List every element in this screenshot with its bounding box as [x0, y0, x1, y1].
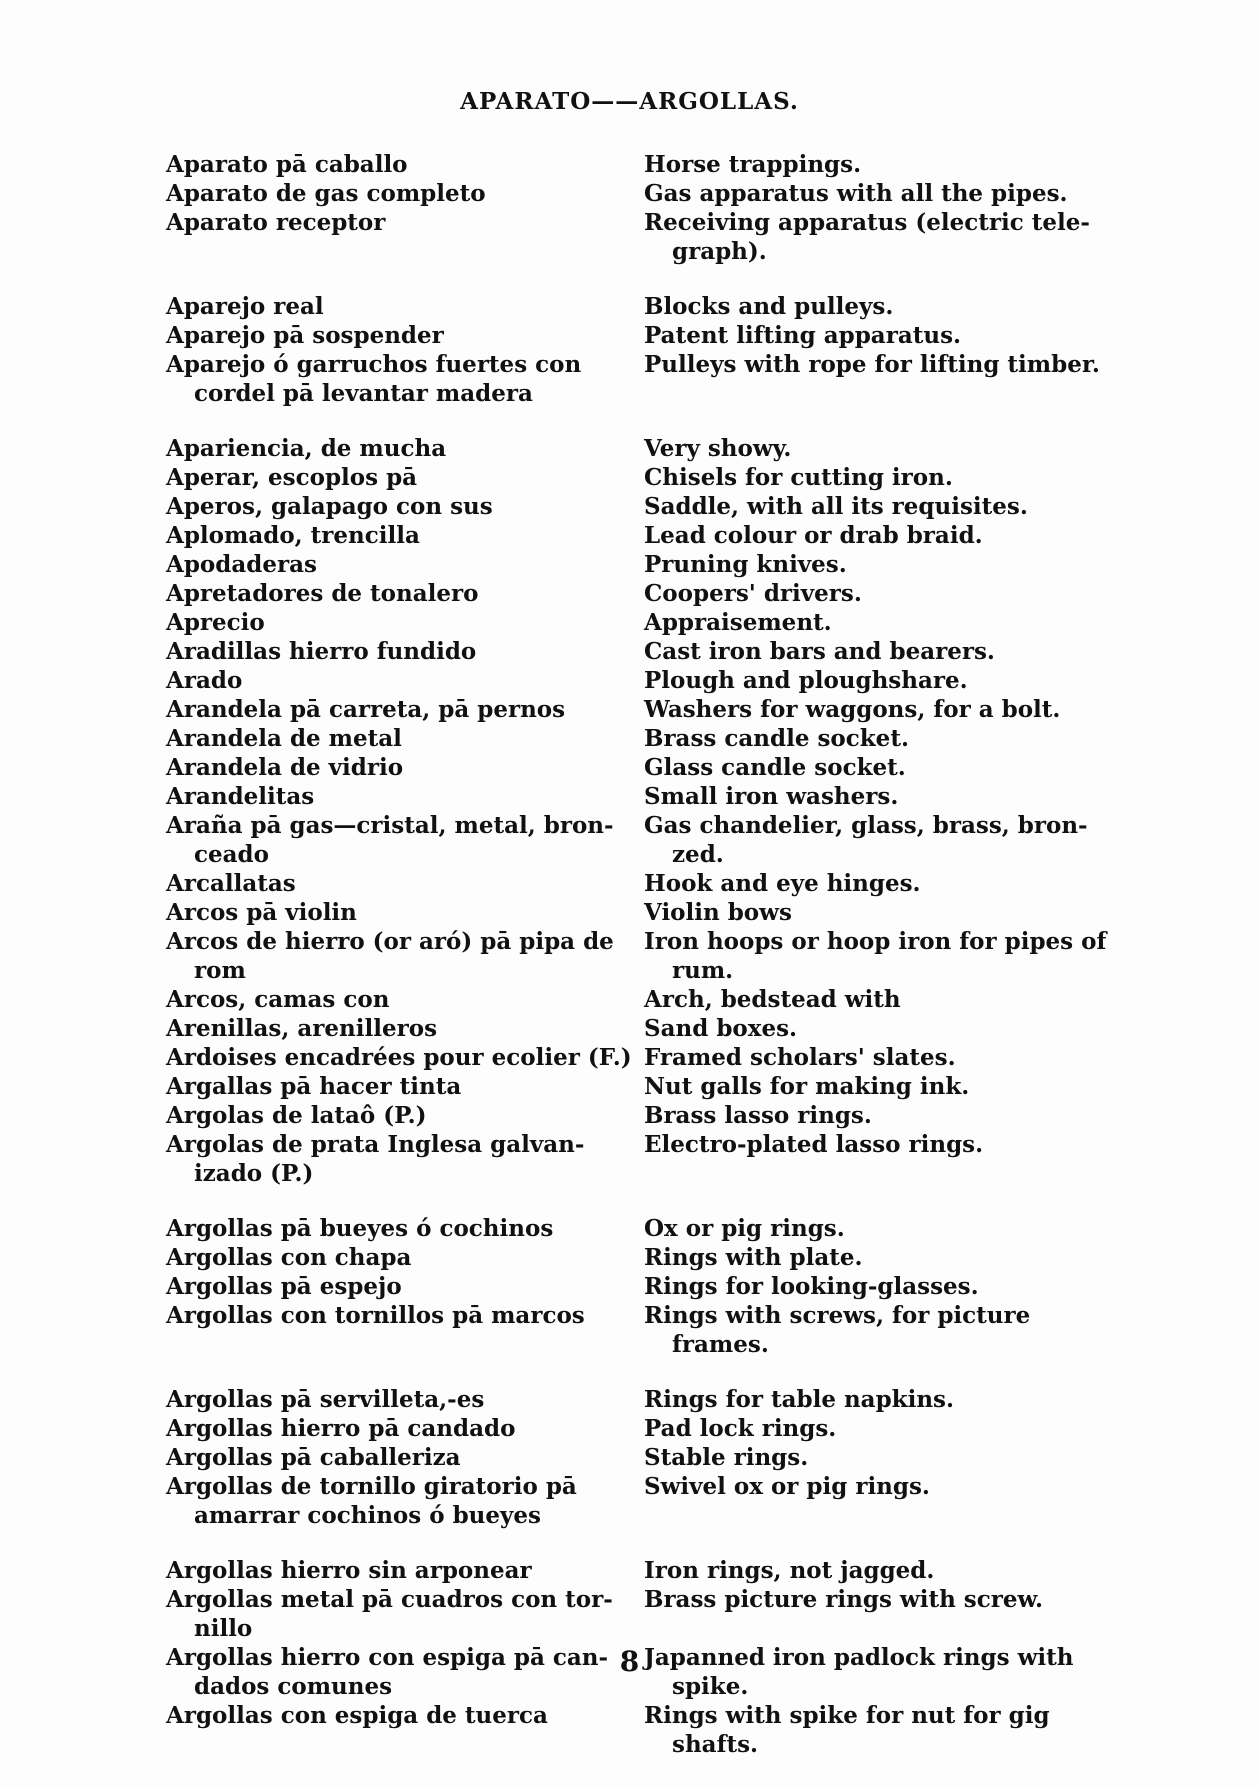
glossary-row — [0, 666, 1259, 695]
english-translation: zed. — [672, 841, 724, 868]
english-translation: Rings with plate. — [644, 1244, 863, 1271]
english-translation: Violin bows — [644, 899, 792, 926]
english-translation: Arch, bedstead with — [644, 986, 901, 1013]
english-translation: Brass lasso rings. — [644, 1102, 872, 1129]
spanish-term: Aperos, galapago con sus — [166, 493, 493, 520]
spanish-term: Arcos, camas con — [166, 986, 390, 1013]
english-translation: Stable rings. — [644, 1444, 809, 1471]
spanish-term: Argollas pā bueyes ó cochinos — [166, 1215, 554, 1242]
english-translation: Iron hoops or hoop iron for pipes of — [644, 928, 1107, 955]
spanish-term: Argollas metal pā cuadros con tor- — [166, 1586, 613, 1613]
spanish-term: Aparejo real — [166, 293, 324, 320]
glossary-row — [0, 179, 1259, 208]
spanish-term: nillo — [194, 1615, 253, 1642]
glossary-row — [0, 898, 1259, 927]
spanish-term: Argallas pā hacer tinta — [166, 1073, 462, 1100]
spanish-term: Aparejo pā sospender — [166, 322, 444, 349]
spanish-term: Argollas pā espejo — [166, 1273, 402, 1300]
glossary-row — [0, 1043, 1259, 1072]
page-number: 8 — [619, 1645, 640, 1678]
spanish-term: Argollas con tornillos pā marcos — [166, 1302, 585, 1329]
glossary-row — [0, 350, 1259, 379]
spanish-term: rom — [194, 957, 246, 984]
glossary-row — [0, 237, 1259, 266]
english-translation: Nut galls for making ink. — [644, 1073, 970, 1100]
english-translation: Hook and eye hinges. — [644, 870, 921, 897]
english-translation: graph). — [672, 238, 767, 265]
english-translation: Glass candle socket. — [644, 754, 906, 781]
glossary-row — [0, 150, 1259, 179]
spanish-term: Arandela de metal — [166, 725, 402, 752]
english-translation: Receiving apparatus (electric tele- — [644, 209, 1090, 236]
spanish-term: Araña pā gas—cristal, metal, bron- — [166, 812, 614, 839]
glossary-row — [0, 927, 1259, 956]
spanish-term: Arcos de hierro (or aró) pā pipa de — [166, 928, 614, 955]
spanish-term: Aparato pā caballo — [166, 151, 408, 178]
spanish-term: Argollas con chapa — [166, 1244, 412, 1271]
spanish-term: Arandela de vidrio — [166, 754, 404, 781]
spanish-term: Arandela pā carreta, pā pernos — [166, 696, 566, 723]
english-translation: Ox or pig rings. — [644, 1215, 845, 1242]
english-translation: Pruning knives. — [644, 551, 847, 578]
english-translation: Rings for looking-glasses. — [644, 1273, 979, 1300]
glossary-row — [0, 579, 1259, 608]
english-translation: shafts. — [672, 1731, 759, 1758]
spanish-term: izado (P.) — [194, 1160, 314, 1187]
english-translation: Rings for table napkins. — [644, 1386, 955, 1413]
glossary-row — [0, 1614, 1259, 1643]
english-translation: Small iron washers. — [644, 783, 899, 810]
spanish-term: Aperar, escoplos pā — [166, 464, 418, 491]
spanish-term: Aparato de gas completo — [166, 180, 486, 207]
glossary-row — [0, 1414, 1259, 1443]
english-translation: Patent lifting apparatus. — [644, 322, 962, 349]
glossary-row — [0, 1585, 1259, 1614]
glossary-row — [0, 379, 1259, 408]
spanish-term: Arcos pā violin — [166, 899, 357, 926]
spanish-term: Ardoises encadrées pour ecolier (F.) — [166, 1044, 632, 1071]
glossary-row — [0, 956, 1259, 985]
glossary-row — [0, 434, 1259, 463]
glossary-row — [0, 840, 1259, 869]
spanish-term: Argollas hierro pā candado — [166, 1415, 516, 1442]
spanish-term: Argollas hierro con espiga pā can- — [166, 1644, 609, 1671]
english-translation: Iron rings, not jagged. — [644, 1557, 935, 1584]
english-translation: Saddle, with all its requisites. — [644, 493, 1028, 520]
glossary-row — [0, 985, 1259, 1014]
glossary-row — [0, 695, 1259, 724]
spanish-term: Argolas de prata Inglesa galvan- — [166, 1131, 585, 1158]
spanish-term: Argollas de tornillo giratorio pā — [166, 1473, 577, 1500]
english-translation: spike. — [672, 1673, 749, 1700]
glossary-row — [0, 1472, 1259, 1501]
glossary-row — [0, 208, 1259, 237]
english-translation: Chisels for cutting iron. — [644, 464, 953, 491]
glossary-entries — [0, 150, 1259, 1759]
spanish-term: Aprecio — [166, 609, 265, 636]
spanish-term: Argollas pā servilleta,-es — [166, 1386, 485, 1413]
spanish-term: Argollas pā caballeriza — [166, 1444, 461, 1471]
glossary-row — [0, 1556, 1259, 1585]
english-translation: Cast iron bars and bearers. — [644, 638, 995, 665]
glossary-row — [0, 1330, 1259, 1359]
glossary-row — [0, 724, 1259, 753]
english-translation: Coopers' drivers. — [644, 580, 862, 607]
glossary-row — [0, 1072, 1259, 1101]
spanish-term: Apariencia, de mucha — [166, 435, 447, 462]
english-translation: Pulleys with rope for lifting timber. — [644, 351, 1100, 378]
glossary-row — [0, 1501, 1259, 1530]
spanish-term: cordel pā levantar madera — [194, 380, 533, 407]
page-header-title: APARATO——ARGOLLAS. — [460, 88, 799, 115]
glossary-row — [0, 1130, 1259, 1159]
glossary-row — [0, 1443, 1259, 1472]
glossary-row — [0, 1272, 1259, 1301]
english-translation: Blocks and pulleys. — [644, 293, 894, 320]
glossary-row — [0, 1014, 1259, 1043]
english-translation: rum. — [672, 957, 734, 984]
glossary-row — [0, 292, 1259, 321]
glossary-row — [0, 463, 1259, 492]
english-translation: Pad lock rings. — [644, 1415, 837, 1442]
spanish-term: Apretadores de tonalero — [166, 580, 479, 607]
english-translation: Sand boxes. — [644, 1015, 798, 1042]
english-translation: frames. — [672, 1331, 769, 1358]
glossary-row — [0, 811, 1259, 840]
spanish-term: Argollas con espiga de tuerca — [166, 1702, 548, 1729]
spanish-term: ceado — [194, 841, 269, 868]
english-translation: Appraisement. — [644, 609, 832, 636]
glossary-row — [0, 753, 1259, 782]
glossary-row — [0, 1214, 1259, 1243]
spanish-term: Argollas hierro sin arponear — [166, 1557, 532, 1584]
glossary-row — [0, 1301, 1259, 1330]
english-translation: Framed scholars' slates. — [644, 1044, 956, 1071]
english-translation: Rings with screws, for picture — [644, 1302, 1031, 1329]
glossary-row — [0, 1385, 1259, 1414]
english-translation: Gas apparatus with all the pipes. — [644, 180, 1068, 207]
spanish-term: Argolas de lataô (P.) — [166, 1102, 427, 1129]
spanish-term: Arenillas, arenilleros — [166, 1015, 438, 1042]
english-translation: Rings with spike for nut for gig — [644, 1702, 1050, 1729]
glossary-row — [0, 321, 1259, 350]
glossary-row — [0, 869, 1259, 898]
glossary-row — [0, 1159, 1259, 1188]
glossary-row — [0, 1701, 1259, 1730]
spanish-term: Arcallatas — [166, 870, 296, 897]
english-translation: Brass candle socket. — [644, 725, 909, 752]
english-translation: Very showy. — [644, 435, 792, 462]
spanish-term: Aparejo ó garruchos fuertes con — [166, 351, 582, 378]
spanish-term: Aplomado, trencilla — [166, 522, 420, 549]
spanish-term: Apodaderas — [166, 551, 317, 578]
english-translation: Washers for waggons, for a bolt. — [644, 696, 1061, 723]
english-translation: Brass picture rings with screw. — [644, 1586, 1043, 1613]
glossary-row — [0, 550, 1259, 579]
english-translation: Plough and ploughshare. — [644, 667, 968, 694]
glossary-row — [0, 521, 1259, 550]
glossary-row — [0, 782, 1259, 811]
glossary-row — [0, 637, 1259, 666]
glossary-row — [0, 1243, 1259, 1272]
spanish-term: Arado — [166, 667, 243, 694]
glossary-row — [0, 492, 1259, 521]
spanish-term: dados comunes — [194, 1673, 393, 1700]
spanish-term: Aradillas hierro fundido — [166, 638, 477, 665]
spanish-term: Aparato receptor — [166, 209, 386, 236]
english-translation: Swivel ox or pig rings. — [644, 1473, 930, 1500]
spanish-term: Arandelitas — [166, 783, 315, 810]
spanish-term: amarrar cochinos ó bueyes — [194, 1502, 541, 1529]
glossary-row — [0, 1101, 1259, 1130]
english-translation: Lead colour or drab braid. — [644, 522, 983, 549]
english-translation: Japanned iron padlock rings with — [644, 1644, 1074, 1671]
english-translation: Horse trappings. — [644, 151, 862, 178]
english-translation: Gas chandelier, glass, brass, bron- — [644, 812, 1088, 839]
english-translation: Electro-plated lasso rings. — [644, 1131, 984, 1158]
glossary-row — [0, 608, 1259, 637]
glossary-row — [0, 1730, 1259, 1759]
